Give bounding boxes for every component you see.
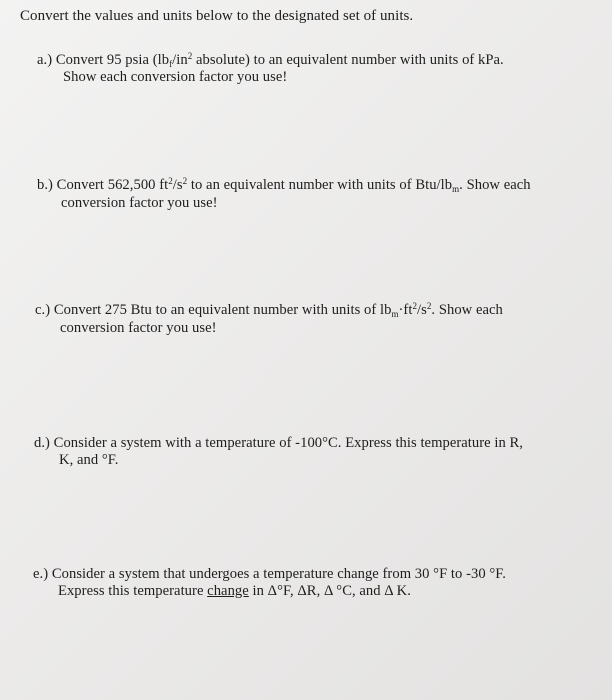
problem-b-text-3: to an equivalent number with units of Btu/lb <box>187 177 453 193</box>
problem-a-line-2: Show each conversion factor you use! <box>63 69 288 85</box>
problem-e-line-1 <box>33 566 506 583</box>
problem-a-sub: f <box>169 59 173 69</box>
problem-b-text-4: . Show each <box>459 177 531 193</box>
problem-c-line-1 <box>35 302 503 319</box>
problem-b-line-1 <box>37 177 531 194</box>
problem-b-sup: 2 <box>168 176 173 186</box>
problem-c-line-2: conversion factor you use! <box>60 320 217 336</box>
problem-c-text-4: . Show each <box>431 302 503 318</box>
problem-e-text-3: in Δ°F, ΔR, Δ °C, and Δ K. <box>248 583 411 599</box>
problem-c-text-2: ·ft <box>398 302 413 318</box>
problem-d-text: Consider a system with a temperature of -100°C. Express this temperature in R, <box>53 435 524 451</box>
problem-b-line-2: conversion factor you use! <box>61 195 218 211</box>
problem-a-line-1 <box>37 52 504 69</box>
problem-d-line-2: K, and °F. <box>59 452 119 468</box>
problem-c-text: Convert 275 Btu to an equivalent number with units of lb <box>53 302 392 318</box>
problem-c-label: c.) <box>35 302 51 318</box>
problem-e-label: e.) <box>33 566 49 582</box>
problem-a-text: Convert 95 psia (lb <box>55 52 170 68</box>
problem-c-sub: m <box>391 309 399 319</box>
problem-a-text-3: absolute) to an equivalent number with units of kPa. <box>192 52 504 68</box>
problem-c-sup: 2 <box>412 301 418 311</box>
problem-b-sup-2: 2 <box>182 176 188 186</box>
problem-d-line-1 <box>34 435 523 452</box>
problem-b-text-2: /s <box>172 177 183 193</box>
problem-b-label: b.) <box>37 177 53 193</box>
problem-a-label: a.) <box>37 52 53 68</box>
problem-e-underlined-word: change <box>207 583 249 599</box>
problem-e-line-2 <box>58 583 411 600</box>
problem-a-sup: 2 <box>187 51 193 61</box>
problem-c-text-3: /s <box>417 302 427 318</box>
problem-b-sub: m <box>452 184 460 194</box>
problem-d-label: d.) <box>34 435 50 451</box>
problem-e-text-2: Express this temperature <box>58 583 208 599</box>
problem-b-text: Convert 562,500 ft <box>56 177 169 193</box>
instructions-text: Convert the values and units below to the designated set of units. <box>20 8 414 24</box>
problem-e-text: Consider a system that undergoes a temperature change from 30 °F to -30 °F. <box>51 566 506 582</box>
problem-a-text-2: /in <box>172 52 188 68</box>
problem-c-sup-2: 2 <box>426 301 432 311</box>
